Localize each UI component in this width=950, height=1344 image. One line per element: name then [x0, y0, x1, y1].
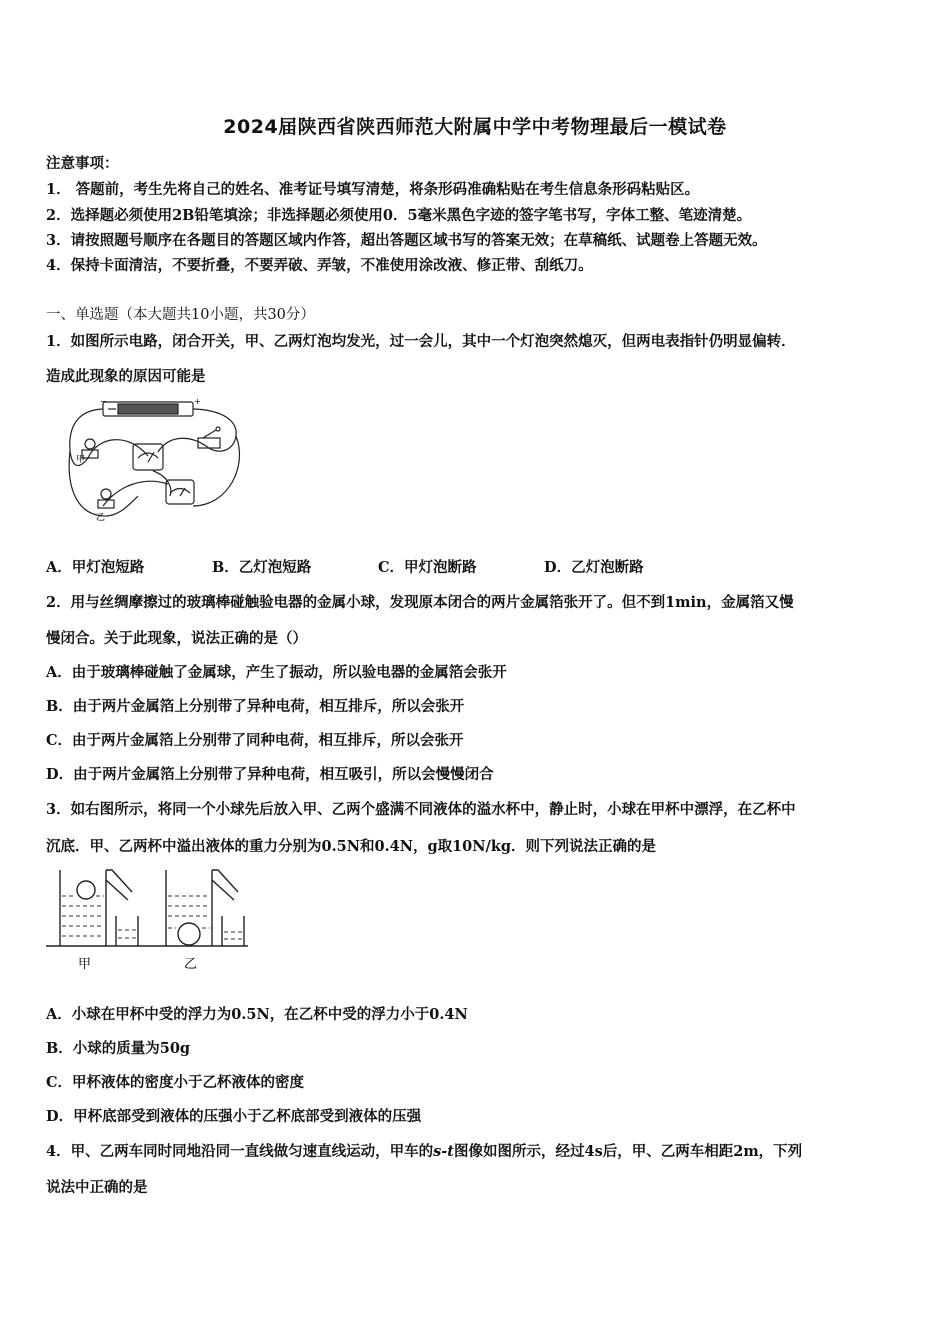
question-3-option-b[interactable]: B．小球的质量为50g [46, 1040, 191, 1057]
question-2-option-b[interactable]: B．由于两片金属箔上分别带了异种电荷，相互排斥，所以会张开 [46, 698, 465, 715]
circuit-plus-label: + [194, 397, 201, 406]
overflow-cups-diagram [46, 866, 251, 976]
question-4-st-term: s-t [433, 1143, 454, 1160]
question-2-option-a[interactable]: A．由于玻璃棒碰触了金属球，产生了振动，所以验电器的金属箔会张开 [46, 664, 507, 681]
question-1-option-a[interactable]: A．甲灯泡短路 [46, 559, 145, 576]
question-3-line-1: 3．如右图所示，将同一个小球先后放入甲、乙两个盛满不同液体的溢水杯中，静止时，小球在甲杯中漂浮，在乙杯中 [46, 801, 796, 818]
cup-jia-label: 甲 [78, 957, 92, 972]
question-4-line-1-pre: 4．甲、乙两车同时同地沿同一直线做匀速直线运动，甲车的 [46, 1143, 434, 1160]
question-1-option-d[interactable]: D．乙灯泡断路 [544, 559, 644, 576]
circuit-lamp-jia-label: 甲 [76, 455, 86, 465]
question-2-option-d[interactable]: D．由于两片金属箔上分别带了异种电荷，相互吸引，所以会慢慢闭合 [46, 766, 494, 783]
notice-heading: 注意事项： [46, 155, 119, 172]
question-1-line-2: 造成此现象的原因可能是 [46, 368, 206, 385]
question-2-option-c[interactable]: C．由于两片金属箔上分别带了同种电荷，相互排斥，所以会张开 [46, 732, 464, 749]
question-3-option-c[interactable]: C．甲杯液体的密度小于乙杯液体的密度 [46, 1074, 305, 1091]
cup-yi-label: 乙 [184, 957, 198, 972]
question-2-line-1: 2．用与丝绸摩擦过的玻璃棒碰触验电器的金属小球，发现原本闭合的两片金属箔张开了。但不到1min，金属箔又慢 [46, 594, 794, 611]
circuit-lamp-yi-label: 乙 [96, 513, 106, 523]
question-4-line-2: 说法中正确的是 [46, 1179, 148, 1196]
question-3-line-2: 沉底．甲、乙两杯中溢出液体的重力分别为0.5N和0.4N，g取10N/kg．则下列说法正确的是 [46, 838, 657, 855]
question-1-option-c[interactable]: C．甲灯泡断路 [378, 559, 477, 576]
circuit-minus-label: − [100, 397, 107, 406]
page-title: 2024届陕西省陕西师范大附属中学中考物理最后一模试卷 [223, 116, 727, 138]
notice-item-1: 1． 答题前，考生先将自己的姓名、准考证号填写清楚，将条形码准确粘贴在考生信息条形码粘贴区。 [46, 181, 700, 198]
question-1-line-1: 1．如图所示电路，闭合开关，甲、乙两灯泡均发光，过一会儿，其中一个灯泡突然熄灭，但两电表指针仍明显偏转． [46, 333, 796, 350]
circuit-diagram [58, 396, 248, 526]
notice-item-3: 3．请按照题号顺序在各题目的答题区域内作答，超出答题区域书写的答案无效；在草稿纸、试题卷上答题无效。 [46, 232, 767, 249]
question-3-option-a[interactable]: A．小球在甲杯中受的浮力为0.5N，在乙杯中受的浮力小于0.4N [46, 1006, 468, 1023]
question-1-option-b[interactable]: B．乙灯泡短路 [212, 559, 312, 576]
question-4-line-1-post: 图像如图所示，经过4s后，甲、乙两车相距2m，下列 [453, 1143, 803, 1160]
notice-item-2: 2．选择题必须使用2B铅笔填涂；非选择题必须使用0．5毫米黑色字迹的签字笔书写，字体工整、笔迹清楚。 [46, 207, 752, 224]
question-3-option-d[interactable]: D．甲杯底部受到液体的压强小于乙杯底部受到液体的压强 [46, 1108, 422, 1125]
question-2-line-2: 慢闭合。关于此现象，说法正确的是（） [46, 630, 307, 647]
question-4-line-1 [46, 1140, 802, 1161]
section-heading: 一、单选题（本大题共10小题，共30分） [46, 307, 315, 323]
notice-item-4: 4．保持卡面清洁，不要折叠，不要弄破、弄皱，不准使用涂改液、修正带、刮纸刀。 [46, 257, 593, 274]
